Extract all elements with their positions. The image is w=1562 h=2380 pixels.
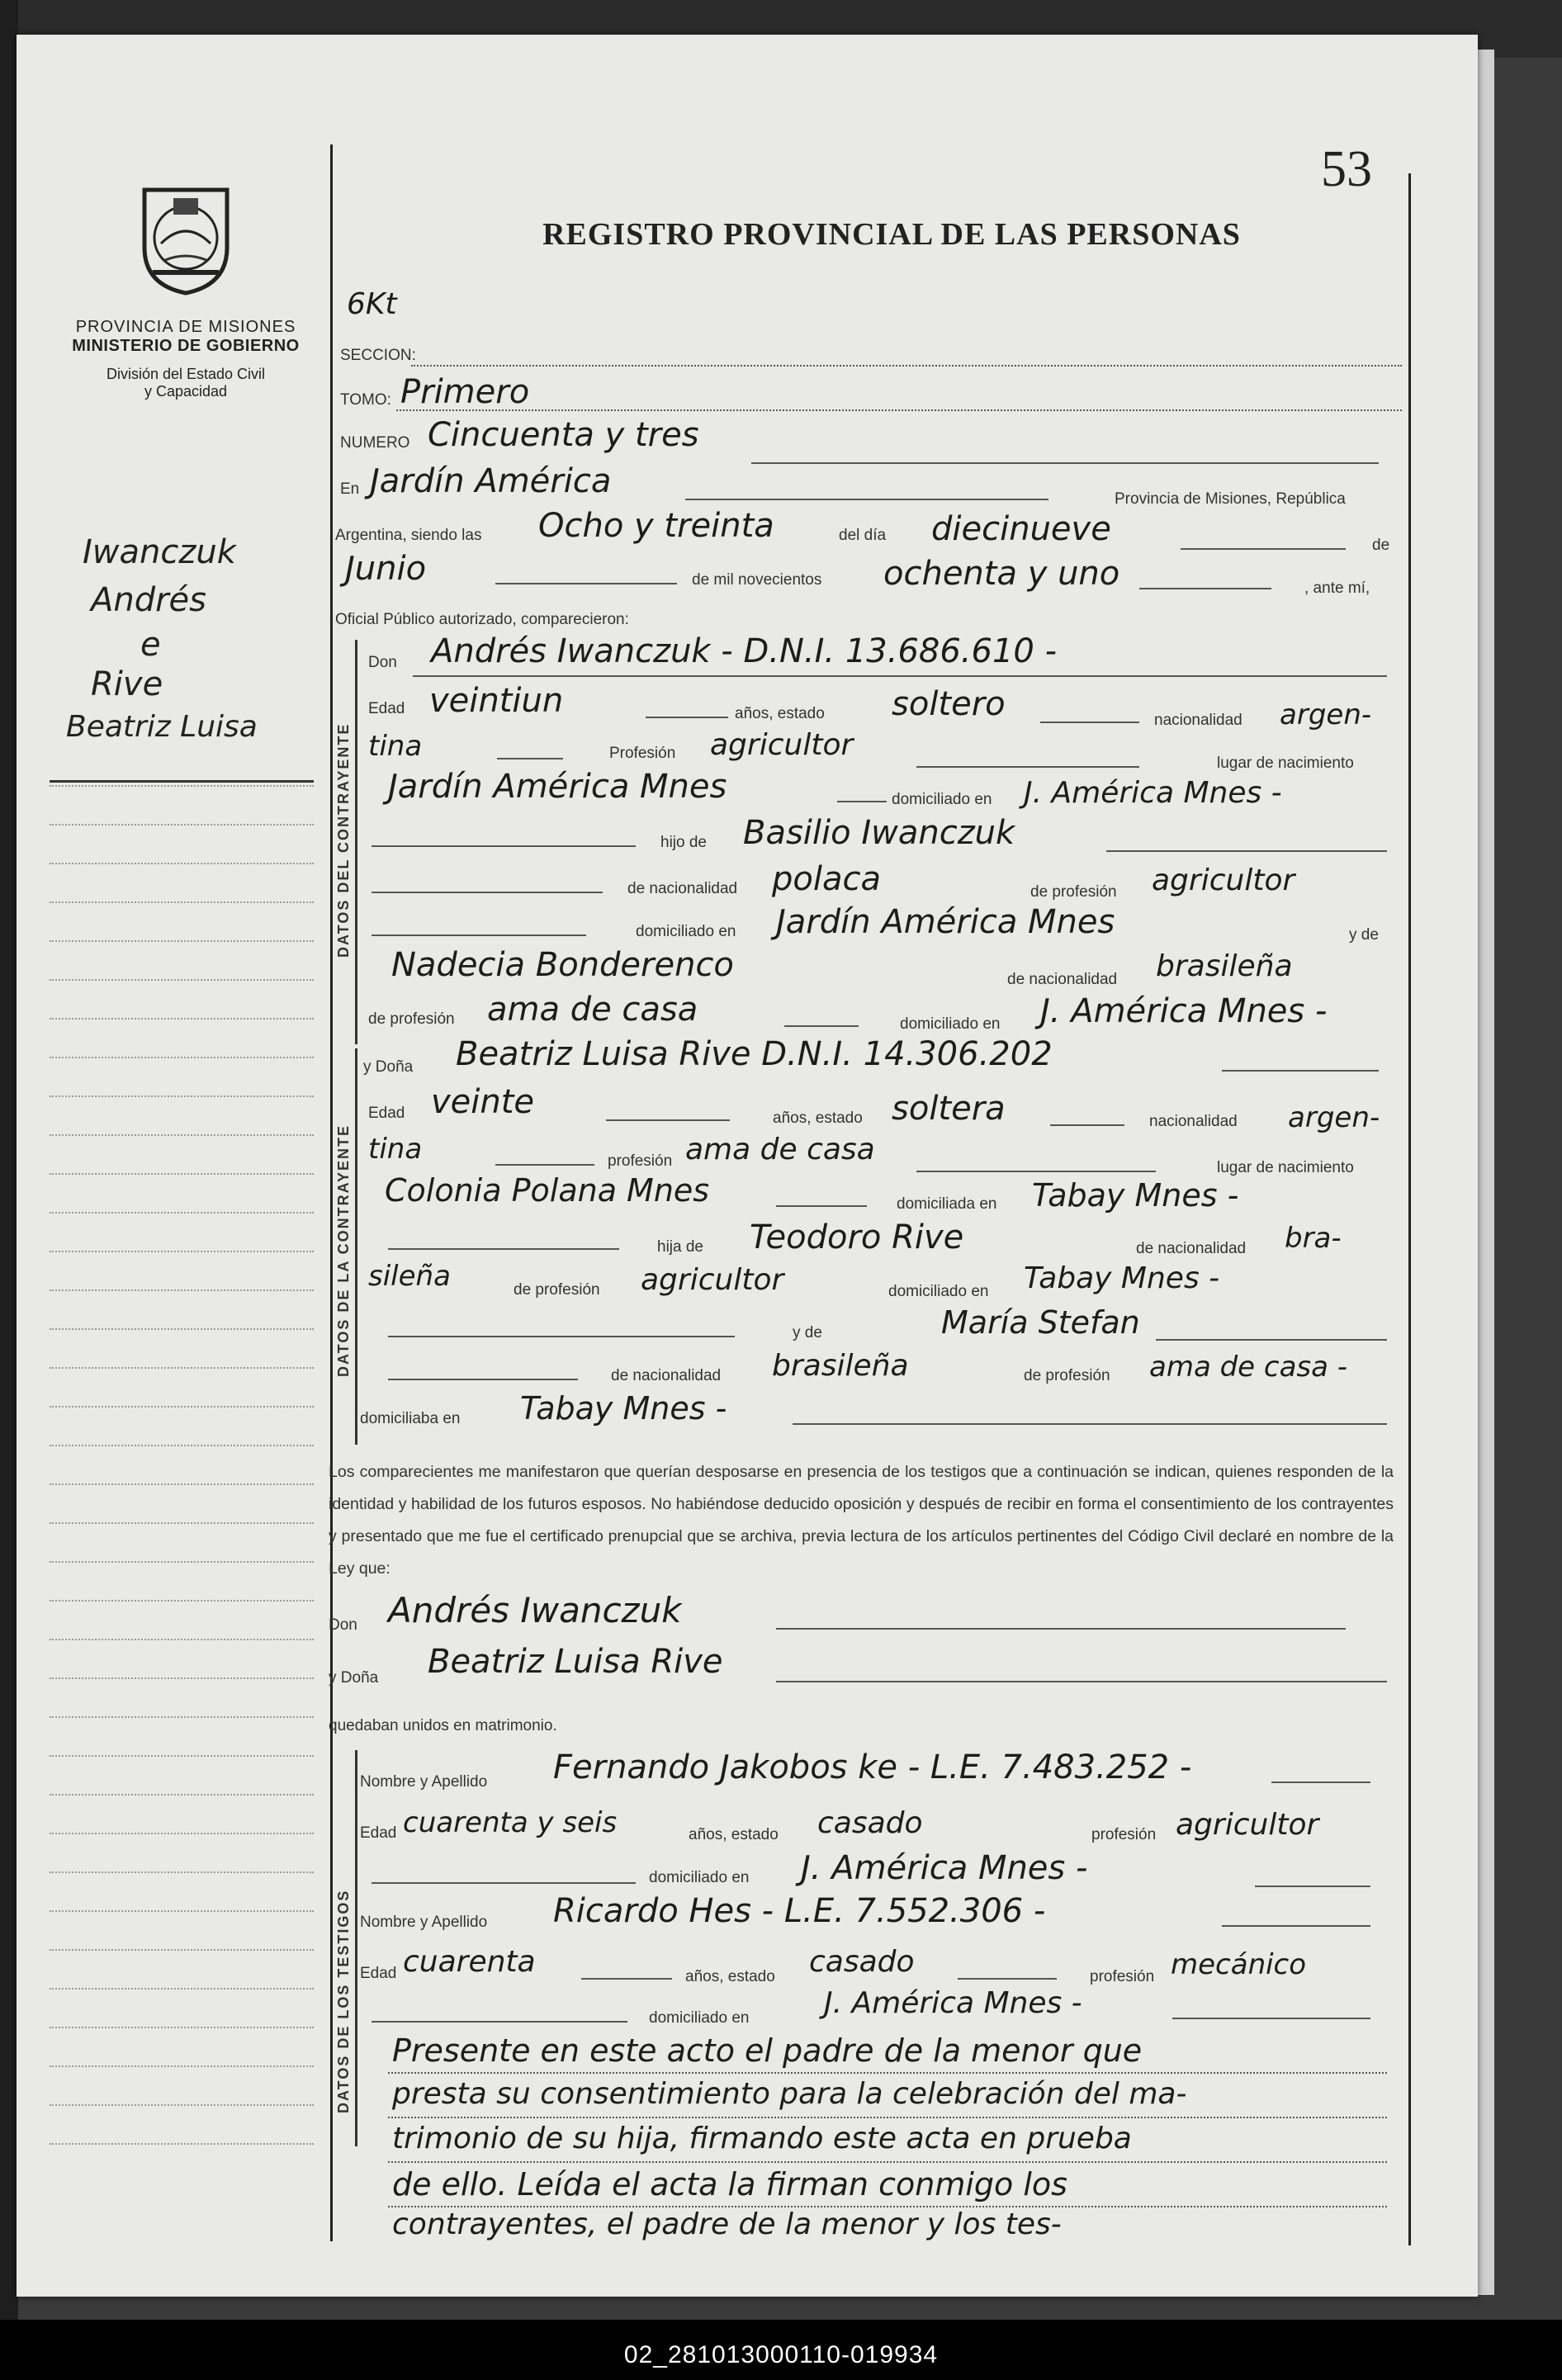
de-label: de — [1372, 537, 1390, 554]
w1-anos-label: años, estado — [689, 1826, 779, 1843]
mil-label: de mil novecientos — [692, 571, 822, 589]
w1-edad: cuarenta y seis — [403, 1806, 618, 1839]
groom-dom-label: domiciliado en — [892, 791, 992, 808]
provincia-label: Provincia de Misiones, República — [1115, 490, 1346, 508]
bride-hija-label: hija de — [657, 1238, 703, 1256]
groom-anos-label: años, estado — [735, 705, 825, 722]
groom-padre-nac-pre-line — [372, 892, 603, 893]
w1-dom-line — [1255, 1886, 1370, 1887]
bride-madre-nac: brasileña — [772, 1349, 909, 1383]
note-text-3: trimonio de su hija, firmando este acta en prueba — [392, 2122, 1132, 2155]
bride-madre: María Stefan — [941, 1304, 1140, 1341]
groom-don-label: Don — [368, 654, 397, 671]
groom-padre-prof-label: de profesión — [1030, 883, 1117, 901]
groom-lugar-line — [837, 801, 887, 802]
right-rule — [1408, 173, 1411, 2245]
w2-name-line — [1222, 1925, 1370, 1927]
provincial-seal-icon — [132, 173, 239, 297]
decl-don-label: Don — [329, 1616, 357, 1634]
groom-edad: veintiun — [429, 682, 564, 720]
mes-line — [495, 583, 677, 584]
bride-estado-line — [1050, 1124, 1124, 1126]
bride-padre-nac-label: de nacionalidad — [1136, 1240, 1247, 1257]
groom-estado: soltero — [892, 685, 1006, 723]
w1-name: Fernando Jakobos ke - L.E. 7.483.252 - — [553, 1748, 1192, 1786]
groom-estado-line — [1040, 722, 1139, 723]
tomo-value: Primero — [400, 373, 530, 411]
bride-edad-label: Edad — [368, 1105, 405, 1122]
seccion-line — [411, 365, 1402, 367]
ministry-name: MINISTERIO DE GOBIERNO — [72, 337, 300, 355]
bride-domicilio: Tabay Mnes - — [1032, 1177, 1239, 1214]
page-number: 53 — [1321, 141, 1372, 197]
groom-padre-nac: polaca — [772, 860, 881, 898]
margin-ruled-lines — [50, 784, 314, 2204]
w2-estado-line — [958, 1978, 1057, 1980]
bride-prof-label: profesión — [608, 1152, 673, 1170]
decl-unidos-label: quedaban unidos en matrimonio. — [329, 1717, 557, 1734]
groom-madre-prof: ama de casa — [487, 991, 698, 1029]
groom-edad-line — [646, 717, 728, 718]
bride-edad-line — [606, 1119, 730, 1121]
groom-name-line — [413, 675, 1387, 677]
bride-madre-nac-pre-line — [388, 1379, 578, 1380]
bride-hija-line — [388, 1248, 619, 1250]
oficial-label: Oficial Público autorizado, comparecieron: — [335, 611, 629, 628]
groom-prof-label: Profesión — [609, 745, 676, 762]
division-name: División del Estado Civil — [106, 366, 266, 382]
w1-dom-pre-line — [372, 1882, 636, 1884]
w1-name-line — [1271, 1781, 1370, 1783]
dia-value: diecinueve — [931, 510, 1111, 548]
witness-section-label: DATOS DE LOS TESTIGOS — [335, 1889, 352, 2113]
anio-line — [1139, 588, 1271, 589]
groom-section-bar — [355, 640, 357, 1044]
w2-edad: cuarenta — [403, 1945, 536, 1979]
bride-estado: soltera — [892, 1090, 1006, 1128]
del-dia-label: del día — [839, 527, 887, 544]
bride-madre-nac-label: de nacionalidad — [611, 1367, 722, 1384]
tomo-label: TOMO: — [340, 391, 391, 409]
w2-dom-line — [1172, 2018, 1370, 2019]
margin-conjunction: e — [140, 626, 161, 664]
w2-prof-label: profesión — [1090, 1968, 1155, 1985]
page-edge — [1478, 50, 1494, 2295]
note-line-1 — [388, 2072, 1387, 2074]
bride-padre-dom-label: domiciliado en — [888, 1283, 989, 1300]
w2-edad-label: Edad — [360, 1965, 397, 1982]
en-value: Jardín América — [370, 462, 612, 500]
bride-nac-label: nacionalidad — [1149, 1113, 1238, 1130]
bride-y-de-line — [388, 1336, 735, 1337]
bride-madre-prof-label: de profesión — [1024, 1367, 1110, 1384]
groom-hijo-line — [372, 845, 636, 847]
numero-value: Cincuenta y tres — [428, 416, 699, 454]
bride-madre-dom: Tabay Mnes - — [520, 1390, 727, 1427]
bride-dom-label: domiciliada en — [897, 1195, 997, 1213]
note-text-4: de ello. Leída el acta la firman conmigo los — [392, 2166, 1067, 2203]
groom-madre: Nadecia Bonderenco — [391, 946, 734, 984]
w1-prof: agricultor — [1176, 1808, 1319, 1842]
w2-estado: casado — [809, 1945, 915, 1979]
groom-madre-nac: brasileña — [1156, 949, 1293, 983]
background-left — [0, 0, 18, 2380]
groom-padre-line — [1106, 850, 1387, 852]
bride-lugar-line — [776, 1205, 867, 1207]
witness-section-bar — [355, 1750, 357, 2146]
margin-surname: Iwanczuk — [83, 533, 236, 571]
groom-padre-dom-pre-line — [372, 934, 586, 936]
groom-padre: Basilio Iwanczuk — [743, 814, 1015, 852]
division-name-2: y Capacidad — [144, 383, 228, 400]
anio-value: ochenta y uno — [883, 555, 1120, 593]
w1-dom: J. América Mnes - — [801, 1849, 1088, 1887]
decl-don-name: Andrés Iwanczuk — [388, 1590, 682, 1630]
margin-rule — [330, 144, 333, 2241]
note-line-3 — [388, 2161, 1387, 2163]
groom-padre-dom-label: domiciliado en — [636, 923, 736, 940]
numero-label: NUMERO — [340, 434, 410, 452]
groom-nac-1: argen- — [1280, 698, 1372, 731]
w1-edad-label: Edad — [360, 1824, 397, 1842]
groom-name: Andrés Iwanczuk - D.N.I. 13.686.610 - — [431, 632, 1058, 670]
groom-padre-nac-label: de nacionalidad — [627, 880, 738, 897]
note-text-5: contrayentes, el padre de la menor y los tes- — [392, 2207, 1062, 2241]
hora-value: Ocho y treinta — [538, 507, 774, 545]
bride-lugar: Colonia Polana Mnes — [385, 1172, 710, 1209]
bride-prof-line — [916, 1171, 1156, 1172]
bride-madre-line — [1156, 1339, 1387, 1341]
bride-edad: veinte — [431, 1083, 535, 1121]
seccion-label: SECCION: — [340, 347, 416, 364]
decl-don-line — [776, 1628, 1346, 1630]
dia-line — [1181, 548, 1346, 550]
groom-prof-line — [916, 766, 1139, 768]
en-label: En — [340, 480, 360, 498]
w1-estado: casado — [817, 1806, 923, 1840]
decl-dona-name: Beatriz Luisa Rive — [428, 1643, 723, 1681]
note-line-2 — [388, 2117, 1387, 2118]
w1-dom-label: domiciliado en — [649, 1869, 750, 1886]
argentina-label: Argentina, siendo las — [335, 527, 482, 544]
decl-dona-label: y Doña — [329, 1669, 379, 1687]
groom-madre-dom-label: domiciliado en — [900, 1015, 1001, 1033]
w2-dom-pre-line — [372, 2021, 627, 2023]
numero-line — [751, 462, 1379, 464]
w1-prof-label: profesión — [1091, 1826, 1157, 1843]
w2-dom-label: domiciliado en — [649, 2009, 750, 2027]
margin-given-name-2: Beatriz Luisa — [66, 710, 258, 744]
groom-madre-nac-label: de nacionalidad — [1007, 971, 1118, 988]
bride-madre-dom-label: domiciliaba en — [360, 1410, 461, 1427]
w2-edad-line — [581, 1978, 672, 1980]
bride-name-line — [1222, 1070, 1379, 1072]
province-name: PROVINCIA DE MISIONES — [75, 318, 296, 336]
bride-padre-dom: Tabay Mnes - — [1024, 1261, 1220, 1295]
groom-madre-prof-line — [784, 1025, 859, 1027]
groom-domicilio: J. América Mnes - — [1024, 776, 1282, 810]
bride-name: Beatriz Luisa Rive D.N.I. 14.306.202 — [456, 1035, 1053, 1073]
groom-lugar: Jardín América Mnes — [388, 768, 727, 806]
page-title: REGISTRO PROVINCIAL DE LAS PERSONAS — [542, 217, 1241, 252]
bride-nac-1: argen- — [1288, 1101, 1380, 1134]
groom-padre-dom: Jardín América Mnes — [776, 903, 1115, 941]
bride-section-label: DATOS DE LA CONTRAYENTE — [335, 1124, 352, 1377]
mes-value: Junio — [345, 550, 427, 588]
groom-madre-prof-label: de profesión — [368, 1010, 455, 1028]
groom-nac-line — [497, 758, 563, 759]
bride-padre-nac-1: bra- — [1285, 1222, 1342, 1255]
bride-dona-label: y Doña — [363, 1058, 414, 1076]
decl-dona-line — [776, 1681, 1387, 1682]
w2-anos-label: años, estado — [685, 1968, 775, 1985]
margin-divider — [50, 780, 314, 783]
note-text-2: presta su consentimiento para la celebración del ma- — [392, 2077, 1187, 2111]
note-text-1: Presente en este acto el padre de la menor que — [392, 2032, 1143, 2069]
margin-given-name: Andrés — [91, 581, 206, 619]
bride-padre: Teodoro Rive — [750, 1218, 964, 1256]
bride-nac-2: tina — [368, 1133, 423, 1166]
w2-name: Ricardo Hes - L.E. 7.552.306 - — [553, 1892, 1046, 1930]
groom-hijo-label: hijo de — [660, 834, 707, 851]
seccion-value: 6Kt — [347, 287, 397, 321]
groom-y-de-label: y de — [1349, 926, 1379, 944]
government-header — [50, 318, 322, 400]
groom-section-label: DATOS DEL CONTRAYENTE — [335, 722, 352, 958]
bride-nac-line — [495, 1164, 594, 1166]
bride-profesion: ama de casa — [685, 1133, 875, 1166]
groom-nac-2: tina — [368, 730, 423, 763]
bride-madre-dom-line — [793, 1423, 1387, 1425]
image-id-label: 02_281013000110-019934 — [623, 2341, 939, 2368]
groom-madre-dom: J. América Mnes - — [1040, 992, 1328, 1030]
w2-prof: mecánico — [1171, 1948, 1307, 1981]
margin-surname-2: Rive — [91, 665, 163, 703]
bride-lugar-label: lugar de nacimiento — [1217, 1159, 1354, 1176]
groom-nac-label: nacionalidad — [1154, 712, 1242, 729]
groom-lugar-label: lugar de nacimiento — [1217, 755, 1354, 772]
w1-nombre-label: Nombre y Apellido — [360, 1773, 488, 1791]
w2-dom: J. América Mnes - — [824, 1986, 1082, 2020]
groom-edad-label: Edad — [368, 700, 405, 717]
bride-y-de-label: y de — [793, 1324, 822, 1341]
w2-nombre-label: Nombre y Apellido — [360, 1914, 488, 1931]
bride-padre-prof: agricultor — [641, 1263, 784, 1297]
groom-profesion: agricultor — [710, 728, 854, 762]
bride-padre-nac-2: sileña — [368, 1260, 451, 1293]
tomo-line — [396, 409, 1402, 411]
bride-padre-prof-label: de profesión — [514, 1281, 600, 1299]
bride-anos-label: años, estado — [773, 1110, 863, 1127]
bride-madre-prof: ama de casa - — [1149, 1351, 1348, 1384]
groom-padre-prof: agricultor — [1152, 864, 1295, 897]
en-line — [685, 499, 1048, 500]
ante-label: , ante mí, — [1304, 580, 1370, 597]
declaration-paragraph: Los comparecientes me manifestaron que querían desposarse en presencia de los testigos que a continuación se indican, quienes responden de la identidad y habilidad de los futuros esposos. No habiéndose deducido oposición y después de recibir en forma el consentimiento de los contrayentes y presentado que me fue el certificado prenupcial que se archiva, previa lectura de los artículos pertinentes del Código Civil declaré en nombre de la Ley que: — [329, 1463, 1394, 1578]
bride-section-bar — [355, 1048, 357, 1445]
